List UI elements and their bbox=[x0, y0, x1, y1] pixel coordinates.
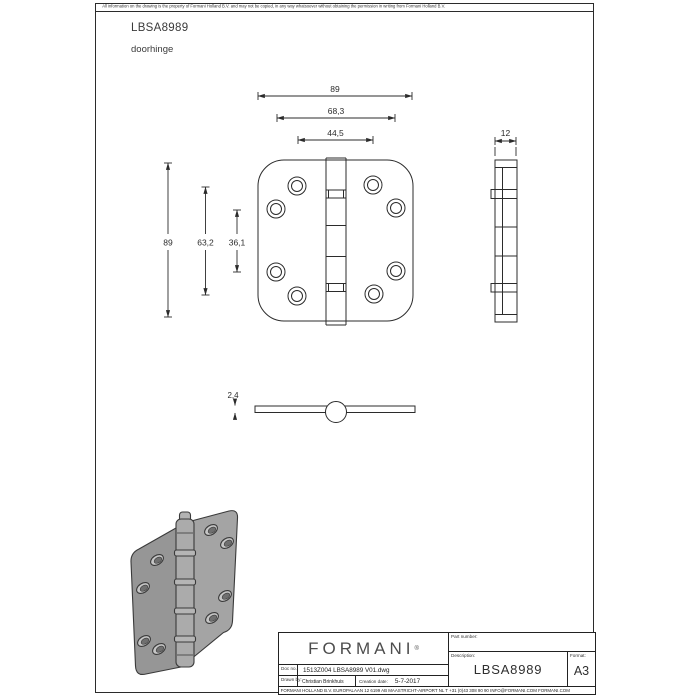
drawn-by-label-cell bbox=[279, 676, 302, 686]
company-address-cell bbox=[279, 686, 595, 694]
doc-no-label-cell bbox=[279, 665, 298, 676]
doc-no-value: 1513Z004 LBSA8989 V01.dwg bbox=[303, 667, 390, 674]
formani-logo-text: FORMANI bbox=[308, 638, 415, 658]
dim-height-hole-inner: 36,1 bbox=[228, 237, 246, 248]
description-cell bbox=[449, 652, 568, 686]
creation-date-label: Creation date: bbox=[359, 678, 388, 684]
formani-logo bbox=[279, 633, 449, 665]
dim-width-total: 89 bbox=[330, 84, 340, 94]
dim-thickness: 2,4 bbox=[227, 391, 239, 400]
creation-date-value: 5-7-2017 bbox=[394, 677, 421, 685]
part-number-cell bbox=[449, 633, 595, 652]
drawing-number: LBSA8989 bbox=[131, 22, 189, 34]
drawn-by-value: Christian Brinkhuis bbox=[302, 678, 344, 685]
drawing-type: doorhinge bbox=[131, 44, 174, 55]
registered-mark: ® bbox=[414, 645, 419, 652]
dim-height-hole-outer: 63,2 bbox=[197, 237, 214, 248]
creation-date-cell bbox=[356, 676, 449, 686]
drawn-by-label: Drawn by: bbox=[281, 677, 302, 682]
description-label: Description: bbox=[451, 653, 476, 658]
doc-no-value-cell bbox=[298, 665, 449, 676]
sheet-border bbox=[95, 3, 594, 693]
dim-side-width: 12 bbox=[500, 128, 511, 138]
part-number-label: Part number: bbox=[451, 634, 478, 639]
dim-width-hole-outer: 68,3 bbox=[327, 106, 345, 116]
company-address: FORMANI HOLLAND B.V. EUROPALAAN 12 6199 AB MAASTRICHT-AIRPORT NL T +31 (0)43 308 90 90 INFO@FORMANI.COM FORMANI.COM bbox=[280, 688, 570, 694]
drawn-by-value-cell bbox=[298, 676, 356, 686]
format-value: A3 bbox=[573, 664, 590, 678]
format-label: Format: bbox=[570, 653, 586, 658]
title-block bbox=[278, 632, 596, 695]
format-cell bbox=[568, 652, 595, 686]
disclaimer-strip bbox=[95, 3, 594, 12]
dim-height-total: 89 bbox=[163, 237, 173, 248]
doc-no-label: Doc no.: bbox=[281, 666, 299, 671]
disclaimer-text: All information on the drawing is the property of Formani Holland B.V. and may not be copied, in any way whatsoever without obtaining the permission in writing from Formani Holland B.V. bbox=[102, 4, 446, 9]
dim-width-hole-inner: 44,5 bbox=[327, 128, 344, 138]
description-value: LBSA8989 bbox=[473, 662, 543, 677]
